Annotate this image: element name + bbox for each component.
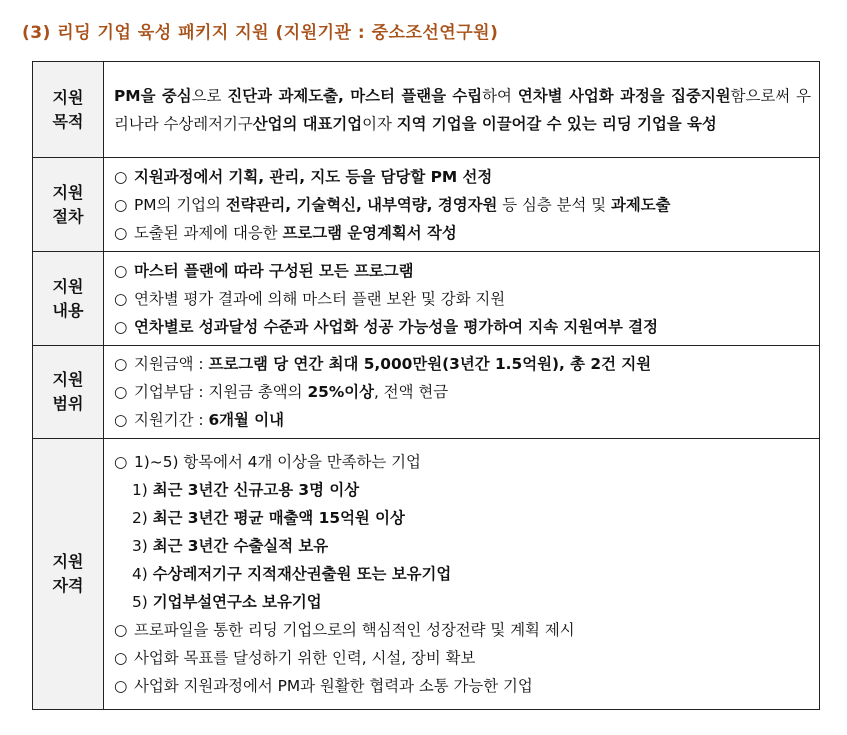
list-item: ○ 마스터 플랜에 따라 구성된 모든 프로그램	[114, 261, 414, 280]
list-item: ○ 지원과정에서 기획, 관리, 지도 등을 담당할 PM 선정	[114, 167, 493, 186]
list-item: ○ 사업화 지원과정에서 PM과 원활한 협력과 소통 가능한 기업	[114, 677, 533, 695]
list-item: ○ 지원금액 : 프로그램 당 연간 최대 5,000만원(3년간 1.5억원), 총 2건 지원	[114, 355, 652, 373]
list-item: ○ 연차별로 성과달성 수준과 사업화 성공 가능성을 평가하여 지속 지원여부 결정	[114, 317, 658, 336]
list-item: ○ 1)~5) 항목에서 4개 이상을 만족하는 기업	[114, 453, 421, 471]
row-content	[104, 158, 820, 252]
list-item: ○ 기업부담 : 지원금 총액의 25%이상, 전액 현금	[114, 383, 449, 401]
sub-list-item: 3) 최근 3년간 수출실적 보유	[132, 537, 329, 555]
support-table	[32, 61, 820, 710]
sub-list-item: 1) 최근 3년간 신규고용 3명 이상	[132, 481, 360, 499]
table-row-procedure	[33, 158, 820, 252]
row-content	[104, 62, 820, 158]
sub-list-item: 2) 최근 3년간 평균 매출액 15억원 이상	[132, 509, 405, 527]
list-item: ○ 프로파일을 통한 리딩 기업으로의 핵심적인 성장전략 및 계획 제시	[114, 621, 575, 639]
list-item: ○ 연차별 평가 결과에 의해 마스터 플랜 보완 및 강화 지원	[114, 289, 506, 308]
table-row-purpose	[33, 62, 820, 158]
table-row-scope	[33, 346, 820, 439]
row-content	[104, 346, 820, 439]
table-row-content	[33, 252, 820, 346]
row-label: 지원 자격	[33, 439, 104, 710]
row-label: 지원 내용	[33, 252, 104, 346]
row-label: 지원 절차	[33, 158, 104, 252]
row-label: 지원 범위	[33, 346, 104, 439]
list-item: ○ 지원기간 : 6개월 이내	[114, 411, 284, 429]
row-content	[104, 252, 820, 346]
list-item: ○ PM의 기업의 전략관리, 기술혁신, 내부역량, 경영자원 등 심층 분석 및 과제도출	[114, 195, 671, 214]
list-item: ○ 사업화 목표를 달성하기 위한 인력, 시설, 장비 확보	[114, 649, 476, 667]
list-item: ○ 도출된 과제에 대응한 프로그램 운영계획서 작성	[114, 223, 457, 242]
sub-list-item: 5) 기업부설연구소 보유기업	[132, 593, 322, 611]
purpose-paragraph: PM을 중심으로 진단과 과제도출, 마스터 플랜을 수립하여 연차별 사업화 과정을 집중지원함으로써 우리나라 수상레저기구산업의 대표기업이자 지역 기업을 이끌어갈 수 있는 리딩 기업을 육성	[114, 86, 811, 133]
row-label: 지원 목적	[33, 62, 104, 158]
row-content	[104, 439, 820, 710]
table-row-eligibility	[33, 439, 820, 710]
section-title: (3) 리딩 기업 육성 패키지 지원 (지원기관 : 중소조선연구원)	[22, 23, 499, 43]
sub-list-item: 4) 수상레저기구 지적재산권출원 또는 보유기업	[132, 565, 452, 583]
